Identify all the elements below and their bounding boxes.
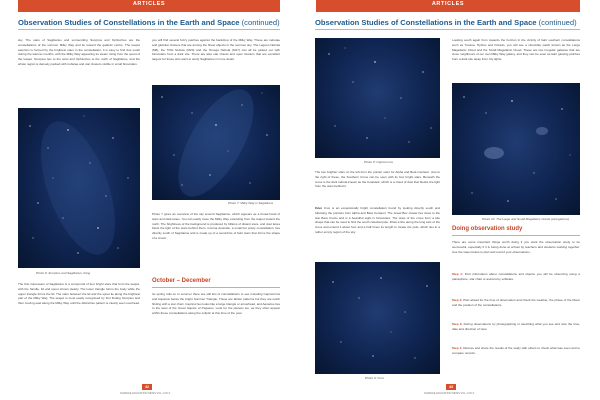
left-col2-paragraph: you will find several fuzzy patches against the backdrop of the Milky Way. These are nebulae and globular clusters that are among the finest objects in the summer sky. The Lagoon Nebula (M8), the Trifid Nebula (M20) and the Omega Nebula (M17) can all be picked out with binoculars from a dark site. There are also star clouds and open clusters that are excellent targets for those who want to study Sagittarius in more detail. [152,38,280,62]
section-divider [452,235,580,236]
left-col2-paragraph-2: Photo 7 gives an overview of the sky around Sagittarius, which appears as a broad band of stars and dark lanes. You can easily trace the Milky Way extending from the teapot toward the north. The brightness of the background is produced by billions of distant stars, and dust lanes block the light of the stars behind them. Corona Australis, a small but pretty constellation, lies directly south of Sagittarius and is made up of a semicircle of faint stars that forms the shape of a crown. [152,212,280,240]
article-title [315,18,577,27]
section-heading-observation: Doing observation study [452,226,523,232]
photo8-caption: Photo 8: Capricornus [364,160,394,164]
photo-milky-way [152,85,280,200]
photo-crux [315,262,440,374]
section-label: ARTICLES [431,1,465,7]
right-col2-paragraph: Looking south again from towards the horizon in the vicinity of faint southern constellations such as Tucana, Hydrus and Dorado, you will see a cloud-like patch known as the Large Magellanic Cloud and the Small Magellanic Cloud. These are two irregular galaxies that are close neighbours of our own Milky Way galaxy, and they can be seen as faint glowing patches from a dark site away from city lights. [452,38,580,62]
step-label: Step 3: [452,322,463,326]
step-4 [452,346,580,370]
header-band [316,0,580,12]
step-text: Plan ahead for the time of observation and check the weather, the phase of the Moon and the position of the constellations. [452,298,580,307]
right-col1-paragraph-2 [315,206,440,258]
step-2 [452,298,580,316]
right-col1-paragraph: The two brighter stars on the left form the pointer stars for Alpha and Beta Centauri. Just to the right of these, the Southern Cross can be seen with its four bright stars. Beneath the cross is the dark nebula known as the Coalsack, which is a cloud of dust that blocks the light from the stars behind it. [315,170,440,189]
starfield [152,85,280,200]
left-col1-paragraph-2: The first impression of Sagittarius is a compound of four bright stars that form the teapot, with the handle, lid and spout shown clearly. The lower triangle forms the body while the upper triangle forms the lid. The stars between the lid and the spout lie along the brightest part of the Milky Way. The teapot is most easily recognised by first finding Scorpius and then moving east along the Milky Way until the distinctive pattern is clearly seen overhead. [18,282,140,306]
photo10-caption: Photo 10: The Large and Small Magellanic clouds (elongations) [482,217,570,221]
step-label: Step 1: [452,272,464,276]
left-col2-paragraph-3: As spring rolls on to summer there are still lots of constellations to see including Capricornus and Aquarius below the bright Summer Triangle. These are fainter patterns but they are worth finding with a star chart. Capricornus looks like a large triangle or arrowhead, and Aquarius lies to the west of the Great Square of Pegasus. Look for the planets too, as they often appear within these constellations along the ecliptic at this time of the year. [152,292,280,316]
section-divider [152,287,280,288]
step-text: Discuss and share the results of the study with others to check what was seen and to compare records. [452,346,580,355]
title-divider [315,29,580,30]
section-heading-oct-dec: October – December [152,278,211,284]
page-number-right: 43 [446,384,456,390]
photo-scorpius-sagittarius [18,108,140,268]
right-col2-intro: There are some important things worth doing if you want the observation study to be successful, especially if it is being done at school by teachers and students working together. Use the steps below to plan and record your observations. [452,240,580,254]
crux-term: Crux [315,206,322,210]
starfield [18,108,140,268]
step-text: During observations try photographing or sketching what you see and note the time, date and direction of view. [452,322,580,331]
crux-paragraph: Crux is an exceptionally bright constellation found by looking directly south and following the pointers from Alpha and Beta Centauri. The Jewel Box cluster lies close to the star Beta Crucis and is a beautiful sight in binoculars. The stars of the cross form a kite shape that can be used to find the south celestial pole. Draw a line along the long axis of the cross and extend it about four and a half times its length to locate the pole, which lies in a rather empty region of the sky. [315,206,440,234]
step-label: Step 4: [452,346,463,350]
starfield [315,38,440,158]
photo7-caption: Photo 7: Milky Way in Sagittarius [228,201,274,205]
step-text: Find information about constellations and objects you will be observing using a planisphere, star chart or astronomy software. [452,272,580,281]
right-page [300,0,600,400]
title-main: Observation Studies of Constellations in the Earth and Space [315,18,537,27]
step-1 [452,272,580,290]
footer-journal: SCIENCE EDUCATION NEWS VOL 1 NO 1 [424,392,475,395]
photo-capricornus [315,38,440,158]
photo-magellanic-clouds [452,83,580,215]
article-title [18,18,280,27]
title-continued: (continued) [538,18,577,27]
step-label: Step 2: [452,298,463,302]
title-main: Observation Studies of Constellations in the Earth and Space [18,18,240,27]
header-band [18,0,280,12]
footer-journal: SCIENCE EDUCATION NEWS VOL 1 NO 1 [120,392,171,395]
left-col1-paragraph: sky. The stars of Sagittarius and surrounding Scorpius and Ophiuchus are the constellations of the summer Milky Way and lie toward the galactic centre. The teapot asterism is formed by the brightest stars in the constellation; it is easy to find due south during the warmer months, with the Milky Way appearing as steam rising from the spout of the teapot. Scorpius lies to the west and Ophiuchus to the north of Sagittarius, and the whole region is densely packed with nebulae and star clusters visible in small binoculars. [18,38,140,66]
photo9-caption: Photo 9: Crux [365,376,384,380]
page-number-left: 42 [142,384,152,390]
title-continued: (continued) [241,18,280,27]
starfield [315,262,440,374]
title-divider [18,29,280,30]
photo6-caption: Photo 6: Scorpius and Sagittarius rising [36,271,91,275]
section-label: ARTICLES [132,1,166,7]
step-3 [452,322,580,340]
starfield [452,83,580,215]
